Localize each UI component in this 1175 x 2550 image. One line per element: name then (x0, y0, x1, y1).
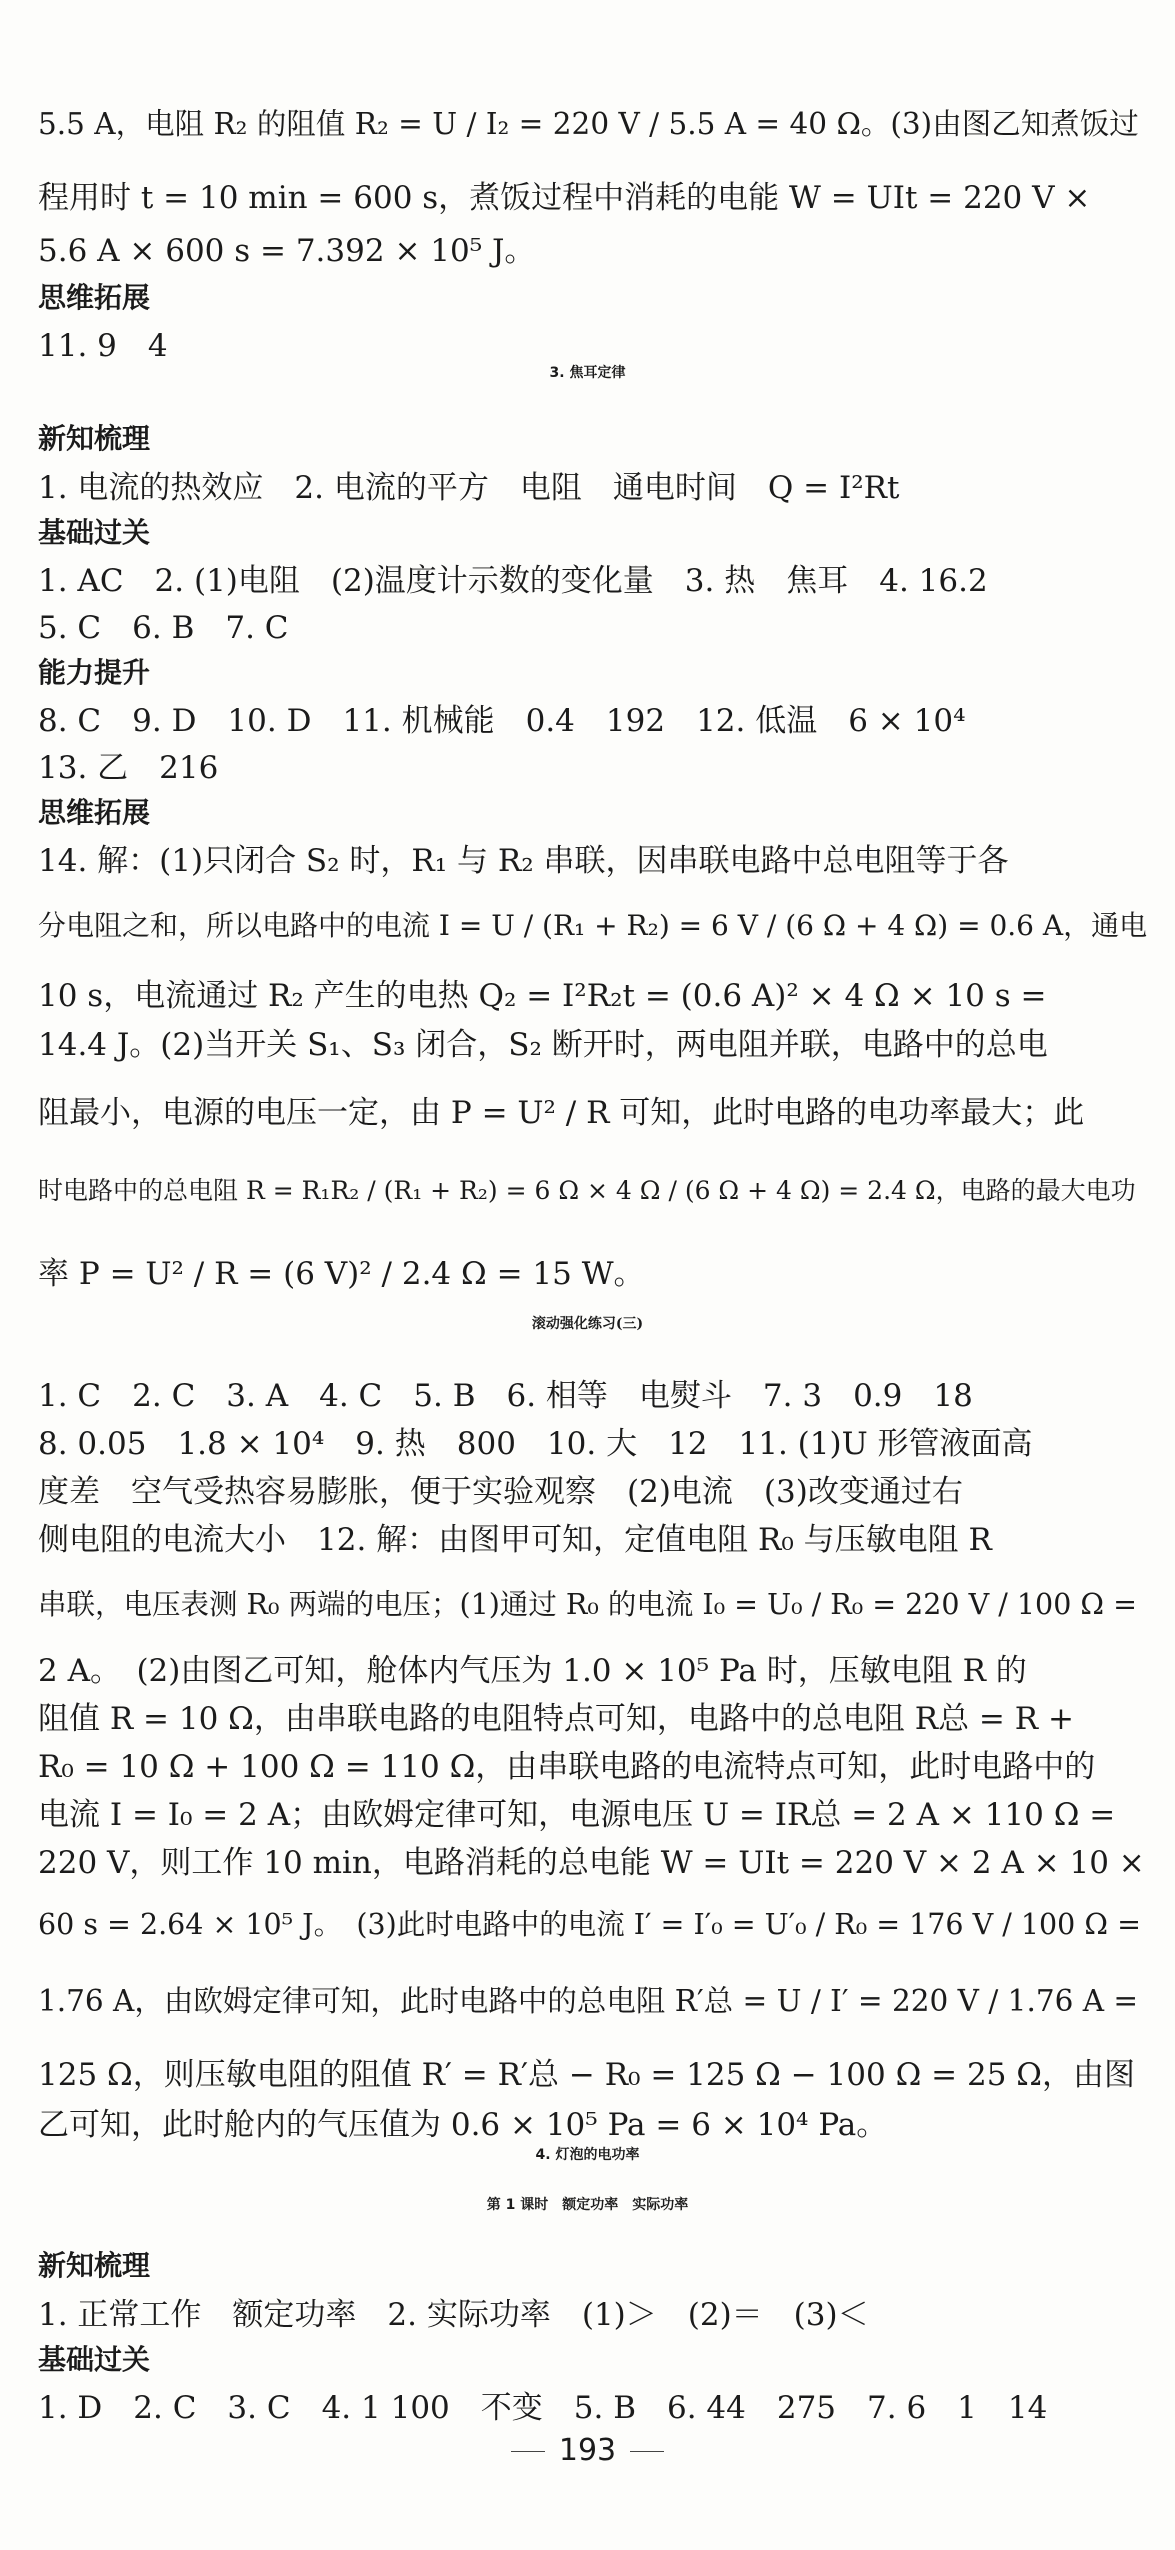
text-line: 10 s，电流通过 R₂ 产生的电热 Q₂ = I²R₂t = (0.6 A)² × 4 Ω × 10 s = (38, 977, 1047, 1014)
text-line: 2 A。 (2)由图乙可知，舱体内气压为 1.0 × 10⁵ Pa 时，压敏电阻 R 的 (38, 1652, 1027, 1689)
text-line: 14. 解：(1)只闭合 S₂ 时，R₁ 与 R₂ 串联，因串联电路中总电阻等于各 (38, 842, 1009, 879)
section-title: 3. 焦耳定律 (549, 365, 626, 381)
text-line: 5.5 A，电阻 R₂ 的阻值 R₂ = U / I₂ = 220 V / 5.5 A = 40 Ω。(3)由图乙知煮饭过 (38, 107, 1139, 141)
text-line: 度差 空气受热容易膨胀，便于实验观察 (2)电流 (3)改变通过右 (38, 1473, 963, 1510)
text-line: 阻值 R = 10 Ω，由串联电路的电阻特点可知，电路中的总电阻 R总 = R + (38, 1700, 1074, 1737)
text-line: 13. 乙 216 (38, 749, 219, 786)
text-line: 1. 正常工作 额定功率 2. 实际功率 (1)＞ (2)＝ (3)＜ (38, 2296, 869, 2333)
text-line: 1. C 2. C 3. A 4. C 5. B 6. 相等 电熨斗 7. 3 0.9 18 (38, 1377, 973, 1414)
text-line: 串联，电压表测 R₀ 两端的电压；(1)通过 R₀ 的电流 I₀ = U₀ / R₀ = 220 V / 100 Ω = (38, 1587, 1137, 1621)
text-line: R₀ = 10 Ω + 100 Ω = 110 Ω，由串联电路的电流特点可知，此时电路中的 (38, 1748, 1096, 1785)
text-line: 时电路中的总电阻 R = R₁R₂ / (R₁ + R₂) = 6 Ω × 4 Ω / (6 Ω + 4 Ω) = 2.4 Ω，电路的最大电功 (38, 1176, 1136, 1205)
text-line: 8. 0.05 1.8 × 10⁴ 9. 热 800 10. 大 12 11. (1)U 形管液面高 (38, 1425, 1033, 1462)
lesson-subtitle: 第 1 课时 额定功率 实际功率 (486, 2197, 689, 2213)
text-line: 率 P = U² / R = (6 V)² / 2.4 Ω = 15 W。 (38, 1255, 645, 1292)
section-title: 4. 灯泡的电功率 (535, 2147, 640, 2163)
text-line: 5.6 A × 600 s = 7.392 × 10⁵ J。 (38, 232, 536, 269)
text-line: 乙可知，此时舱内的气压值为 0.6 × 10⁵ Pa = 6 × 10⁴ Pa。 (38, 2106, 888, 2143)
section-heading: 思维拓展 (38, 281, 151, 314)
text-line: 1. 电流的热效应 2. 电流的平方 电阻 通电时间 Q = I²Rt (38, 469, 900, 506)
section-title: 滚动强化练习(三) (531, 1316, 644, 1332)
text-line: 阻最小，电源的电压一定，由 P = U² / R 可知，此时电路的电功率最大；此 (38, 1094, 1085, 1131)
text-line: 14.4 J。(2)当开关 S₁、S₃ 闭合，S₂ 断开时，两电阻并联，电路中的总电 (38, 1026, 1048, 1063)
text-line: 5. C 6. B 7. C (38, 609, 289, 646)
section-heading: 新知梳理 (38, 422, 151, 455)
section-heading: 基础过关 (38, 516, 151, 549)
section-heading: 思维拓展 (38, 796, 151, 829)
text-line: 11. 9 4 (38, 327, 168, 364)
text-line: 1. D 2. C 3. C 4. 1 100 不变 5. B 6. 44 275 7. 6 1 14 (38, 2389, 1048, 2426)
text-line: 220 V，则工作 10 min，电路消耗的总电能 W = UIt = 220 V × 2 A × 10 × (38, 1844, 1145, 1881)
section-heading: 新知梳理 (38, 2249, 151, 2282)
section-heading: 基础过关 (38, 2343, 151, 2376)
text-line: 1.76 A，由欧姆定律可知，此时电路中的总电阻 R′总 = U / I′ = 220 V / 1.76 A = (38, 1984, 1139, 2018)
text-line: 1. AC 2. (1)电阻 (2)温度计示数的变化量 3. 热 焦耳 4. 16.2 (38, 562, 988, 599)
text-line: 8. C 9. D 10. D 11. 机械能 0.4 192 12. 低温 6 × 10⁴ (38, 702, 966, 739)
text-line: 125 Ω，则压敏电阻的阻值 R′ = R′总 − R₀ = 125 Ω − 100 Ω = 25 Ω，由图 (38, 2056, 1135, 2093)
text-line: 程用时 t = 10 min = 600 s，煮饭过程中消耗的电能 W = UIt = 220 V × (38, 179, 1091, 216)
text-line: 分电阻之和，所以电路中的电流 I = U / (R₁ + R₂) = 6 V / (6 Ω + 4 Ω) = 0.6 A，通电 (38, 909, 1148, 942)
page-number: 193 (0, 2433, 1175, 2468)
text-line: 60 s = 2.64 × 10⁵ J。 (3)此时电路中的电流 I′ = I′₀ = U′₀ / R₀ = 176 V / 100 Ω = (38, 1907, 1141, 1941)
section-heading: 能力提升 (38, 656, 151, 689)
text-line: 电流 I = I₀ = 2 A；由欧姆定律可知，电源电压 U = IR总 = 2 A × 110 Ω = (38, 1796, 1116, 1833)
text-line: 侧电阻的电流大小 12. 解：由图甲可知，定值电阻 R₀ 与压敏电阻 R (38, 1521, 992, 1558)
